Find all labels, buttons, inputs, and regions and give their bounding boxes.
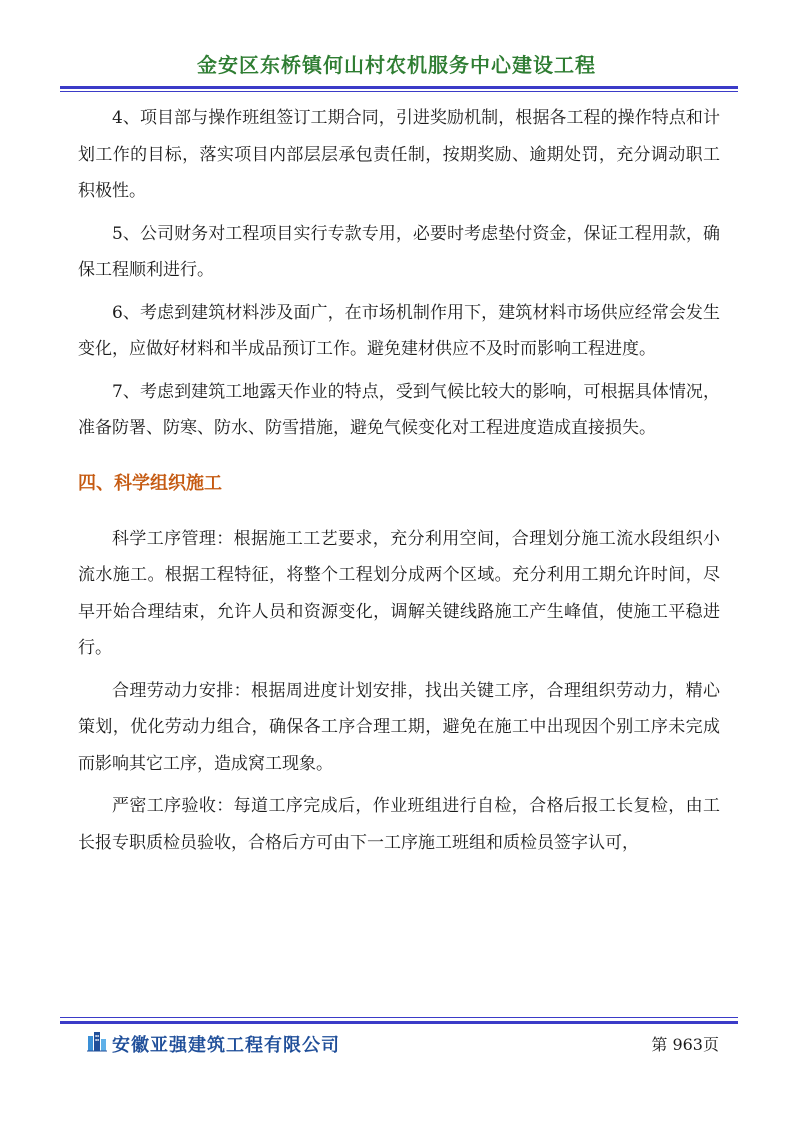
- footer-page-number: 第 963页: [651, 1035, 719, 1054]
- paragraph-item-4: 4、项目部与操作班组签订工期合同，引进奖励机制，根据各工程的操作特点和计划工作的目标，落实项目内部层层承包责任制，按期奖励、逾期处罚，充分调动职工积极性。: [78, 108, 720, 201]
- footer-rule-thick: [60, 1021, 738, 1024]
- paragraph-labor-arrangement: 合理劳动力安排：根据周进度计划安排，找出关键工序，合理组织劳动力，精心策划，优化劳动力组合，确保各工序合理工期，避免在施工中出现因个别工序未完成而影响其它工序，造成窝工现象。: [78, 680, 720, 774]
- paragraph-item-6: 6、考虑到建筑材料涉及面广，在市场机制作用下，建筑材料市场供应经常会发生变化，应做好材料和半成品预订工作。避免建材供应不及时而影响工程进度。: [78, 302, 720, 359]
- page-header-title: 金安区东桥镇何山村农机服务中心建设工程: [197, 53, 596, 77]
- paragraph-process-management: 科学工序管理：根据施工工艺要求，充分利用空间，合理划分施工流水段组织小流水施工。根据工程特征，将整个工程划分成两个区域。充分利用工期允许时间，尽早开始合理结束，允许人员和资源变化，调解关键线路施工产生峰值，使施工平稳进行。: [78, 528, 720, 658]
- header-rule-thin: [60, 91, 738, 92]
- document-body: [78, 100, 720, 861]
- footer-rule-thin: [60, 1017, 738, 1018]
- building-logo-icon: [86, 1030, 108, 1052]
- section-heading: 四、科学组织施工: [78, 472, 222, 494]
- footer-company-name: 安徽亚强建筑工程有限公司: [112, 1035, 340, 1056]
- paragraph-process-acceptance: 严密工序验收：每道工序完成后，作业班组进行自检，合格后报工长复检，由工长报专职质检员验收，合格后方可由下一工序施工班组和质检员签字认可，: [78, 796, 720, 853]
- paragraph-item-7: 7、考虑到建筑工地露天作业的特点，受到气候比较大的影响，可根据具体情况，准备防署、防寒、防水、防雪措施，避免气候变化对工程进度造成直接损失。: [78, 381, 720, 438]
- header-rule-thick: [60, 86, 738, 89]
- paragraph-item-5: 5、公司财务对工程项目实行专款专用，必要时考虑垫付资金，保证工程用款，确保工程顺利进行。: [78, 223, 720, 280]
